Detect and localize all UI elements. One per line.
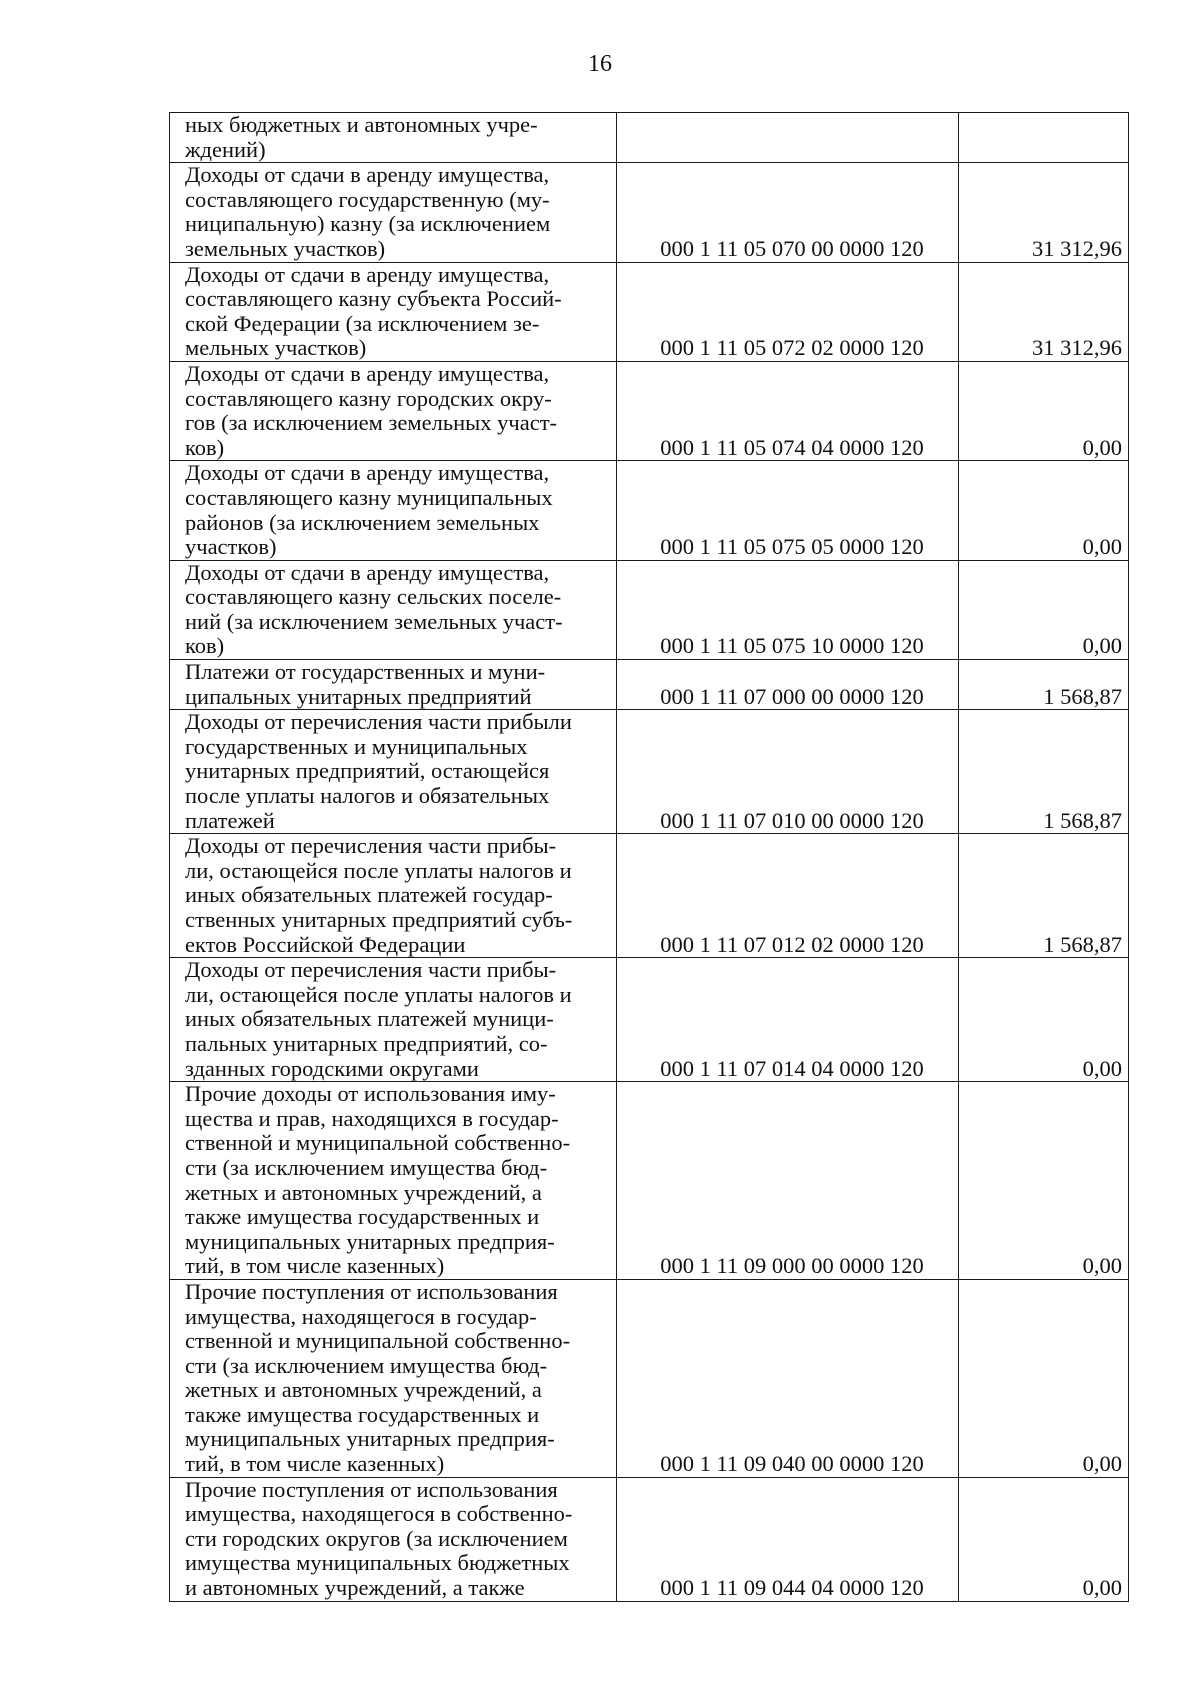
budget-code-cell: 000 1 11 07 000 00 0000 120 (617, 660, 959, 710)
revenue-name: Платежи от государственных и муни- ципальных унитарных предприятий (185, 659, 546, 709)
table-row (170, 163, 1129, 262)
table-row (170, 1279, 1129, 1477)
table-row (170, 834, 1129, 958)
budget-code-cell: 000 1 11 05 072 02 0000 120 (617, 262, 959, 361)
table-row (170, 1477, 1129, 1601)
revenue-name-cell (170, 560, 617, 659)
budget-code-cell (617, 113, 959, 163)
revenue-name-cell (170, 163, 617, 262)
revenue-name-cell (170, 660, 617, 710)
revenue-name-cell (170, 1279, 617, 1477)
revenue-name: Доходы от перечисления части прибыли государственных и муниципальных унитарных предприятий, остающейся после уплаты налогов и обязательных платежей (185, 709, 572, 833)
amount-cell: 0,00 (959, 560, 1129, 659)
amount-cell: 0,00 (959, 958, 1129, 1082)
revenue-name: Доходы от сдачи в аренду имущества, составляющего казну субъекта Россий- ской Федерации (за исключением зе- мельных участков) (185, 261, 562, 361)
budget-code-cell: 000 1 11 05 074 04 0000 120 (617, 361, 959, 460)
amount-cell: 1 568,87 (959, 710, 1129, 834)
budget-table-body (170, 113, 1129, 1602)
revenue-name: Прочие поступления от использования имущества, находящегося в государ- ственной и муниципальной собственно- сти (за исключением имущества бюд- жетных и автономных учреждений, а также имущества государственных и муниципальных унитарных предприя- тий, в том числе казенных) (185, 1278, 571, 1477)
revenue-name-cell (170, 361, 617, 460)
amount-cell (959, 113, 1129, 163)
budget-code-cell: 000 1 11 07 010 00 0000 120 (617, 710, 959, 834)
revenue-name: ных бюджетных и автономных учре- ждений) (185, 112, 538, 162)
table-row (170, 461, 1129, 560)
budget-code-cell: 000 1 11 05 075 10 0000 120 (617, 560, 959, 659)
revenue-name: Доходы от сдачи в аренду имущества, составляющего государственную (му- ниципальную) казну (за исключением земельных участков) (185, 162, 551, 261)
budget-revenue-table (169, 112, 1129, 1602)
revenue-name: Доходы от перечисления части прибы- ли, остающейся после уплаты налогов и иных обязательных платежей государ- ственных унитарных предприятий субъ- ектов Российской Федерации (185, 833, 573, 957)
amount-cell: 0,00 (959, 1477, 1129, 1601)
table-row (170, 1082, 1129, 1280)
budget-code-cell: 000 1 11 07 012 02 0000 120 (617, 834, 959, 958)
amount-cell: 0,00 (959, 361, 1129, 460)
revenue-name-cell (170, 1082, 617, 1280)
budget-code-cell: 000 1 11 05 070 00 0000 120 (617, 163, 959, 262)
revenue-name-cell (170, 1477, 617, 1601)
table-row (170, 560, 1129, 659)
revenue-name-cell (170, 461, 617, 560)
amount-cell: 31 312,96 (959, 163, 1129, 262)
revenue-name: Прочие доходы от использования иму- щества и прав, находящихся в государ- ственной и муниципальной собственно- сти (за исключением имущества бюд- жетных и автономных учреждений, а также имущества государственных и муниципальных унитарных предприя- тий, в том числе казенных) (185, 1081, 571, 1279)
table-row (170, 958, 1129, 1082)
budget-code-cell: 000 1 11 09 044 04 0000 120 (617, 1477, 959, 1601)
revenue-name: Доходы от сдачи в аренду имущества, составляющего казну муниципальных районов (за исключением земельных участков) (185, 460, 553, 560)
amount-cell: 0,00 (959, 1279, 1129, 1477)
revenue-name: Доходы от сдачи в аренду имущества, составляющего казну городских окру- гов (за исключением земельных участ- ков) (185, 360, 558, 460)
table-row (170, 262, 1129, 361)
budget-code-cell: 000 1 11 09 040 00 0000 120 (617, 1279, 959, 1477)
amount-cell: 1 568,87 (959, 660, 1129, 710)
revenue-name-cell (170, 262, 617, 361)
table-row (170, 710, 1129, 834)
revenue-name-cell (170, 958, 617, 1082)
revenue-name: Доходы от перечисления части прибы- ли, остающейся после уплаты налогов и иных обязательных платежей муници- пальных унитарных предприятий, со- зданных городскими округами (185, 957, 572, 1081)
amount-cell: 0,00 (959, 461, 1129, 560)
amount-cell: 31 312,96 (959, 262, 1129, 361)
page-number: 16 (588, 51, 612, 77)
amount-cell: 1 568,87 (959, 834, 1129, 958)
table-row (170, 660, 1129, 710)
revenue-name: Прочие поступления от использования имущества, находящегося в собственно- сти городских округов (за исключением имущества муниципальных бюджетных и автономных учреждений, а также (185, 1476, 573, 1601)
budget-code-cell: 000 1 11 09 000 00 0000 120 (617, 1082, 959, 1280)
revenue-name-cell (170, 113, 617, 163)
table-row (170, 113, 1129, 163)
revenue-name: Доходы от сдачи в аренду имущества, составляющего казну сельских поселе- ний (за исключением земельных участ- ков) (185, 559, 563, 659)
revenue-name-cell (170, 710, 617, 834)
revenue-name-cell (170, 834, 617, 958)
table-row (170, 361, 1129, 460)
amount-cell: 0,00 (959, 1082, 1129, 1280)
budget-code-cell: 000 1 11 05 075 05 0000 120 (617, 461, 959, 560)
budget-code-cell: 000 1 11 07 014 04 0000 120 (617, 958, 959, 1082)
